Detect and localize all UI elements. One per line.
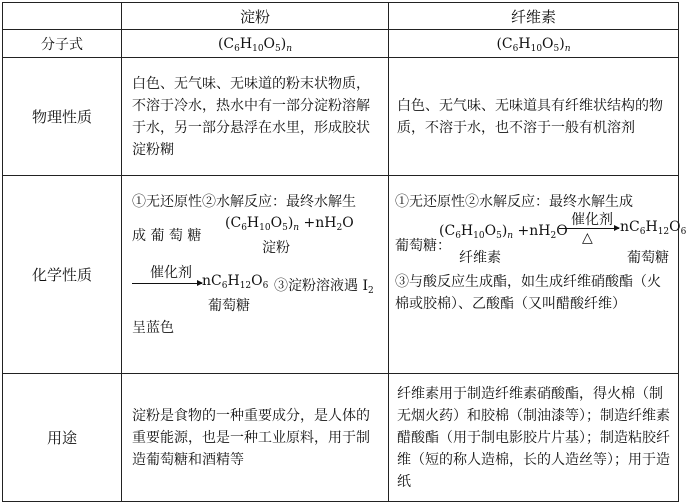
usage-label: 用途 — [3, 374, 122, 502]
comparison-table — [2, 2, 686, 502]
cellulose-product: $nC_6H_{12}O_6$ — [620, 218, 686, 237]
cellulose-chemical — [389, 176, 686, 374]
starch-catalyst: 催化剂 — [150, 264, 192, 281]
header-corner — [3, 3, 122, 30]
starch-formula: $(C_6H_{10}O_5)_n$ — [122, 30, 389, 58]
starch-point3: ③淀粉溶液遇 $I_2$ — [274, 277, 374, 296]
chemical-label: 化学性质 — [3, 176, 122, 374]
header-row — [3, 3, 679, 30]
cellulose-chem-line1: ①无还原性②水解反应：最终水解生成 — [395, 193, 633, 210]
header-starch: 淀粉 — [122, 3, 389, 30]
starch-reaction-arrow — [132, 283, 202, 284]
cellulose-point3: ③与酸反应生成酯，如生成纤维硝酸酯（火棉或胶棉）、乙酸酯（又叫醋酸纤维） — [395, 273, 661, 312]
cellulose-physical: 白色、无气味、无味道具有纤维状结构的物质，不溶于水，也不溶于一般有机溶剂 — [389, 58, 679, 176]
cellulose-reactant-name: 纤维素 — [459, 249, 501, 266]
formula-label: 分子式 — [3, 30, 122, 58]
starch-usage: 淀粉是食物的一种重要成分，是人体的重要能源，也是一种工业原料，用于制造葡萄糖和酒精等 — [122, 374, 389, 502]
formula-row — [3, 30, 679, 58]
starch-physical: 白色、无气味、无味道的粉末状物质，不溶于冷水，热水中有一部分淀粉溶解于水，另一部分悬浮在水里，形成胶状淀粉糊 — [122, 58, 389, 176]
cellulose-usage: 纤维素用于制造纤维素硝酸酯，得火棉（制无烟火药）和胶棉（制油漆等）；制造纤维素醋酸酯（用于制电影胶片片基）；制造粘胶纤维（短的称人造棉，长的人造丝等）；用于造纸 — [389, 374, 679, 502]
starch-chem-line1: ①无还原性②水解反应：最终水解生 — [132, 193, 356, 210]
cellulose-reaction-arrow — [559, 228, 619, 229]
cellulose-reactant: $(C_6H_{10}O_5)_n +nH_2O$ — [439, 222, 568, 241]
starch-reactant-name: 淀粉 — [262, 239, 290, 256]
cellulose-product-name: 葡萄糖 — [627, 249, 669, 266]
usage-row — [3, 374, 679, 502]
chemical-row — [3, 176, 679, 374]
starch-chem-last: 呈蓝色 — [132, 319, 174, 336]
cellulose-heat: △ — [582, 229, 593, 246]
cellulose-catalyst: 催化剂 — [571, 211, 613, 228]
starch-product: $nC_6H_{12}O_6$ — [202, 272, 269, 291]
cellulose-prefix: 葡萄糖： — [395, 237, 451, 254]
cellulose-formula: $(C_6H_{10}O_5)_n$ — [389, 30, 679, 58]
physical-label: 物理性质 — [3, 58, 122, 176]
physical-row — [3, 58, 679, 176]
starch-chemical — [122, 176, 389, 374]
starch-chem-line2: 成 葡 萄 糖 — [132, 227, 202, 244]
starch-product-name: 葡萄糖 — [208, 297, 250, 314]
header-cellulose: 纤维素 — [389, 3, 679, 30]
starch-reactant: $(C_6H_{10}O_5)_n +nH_2O$ — [225, 214, 354, 233]
